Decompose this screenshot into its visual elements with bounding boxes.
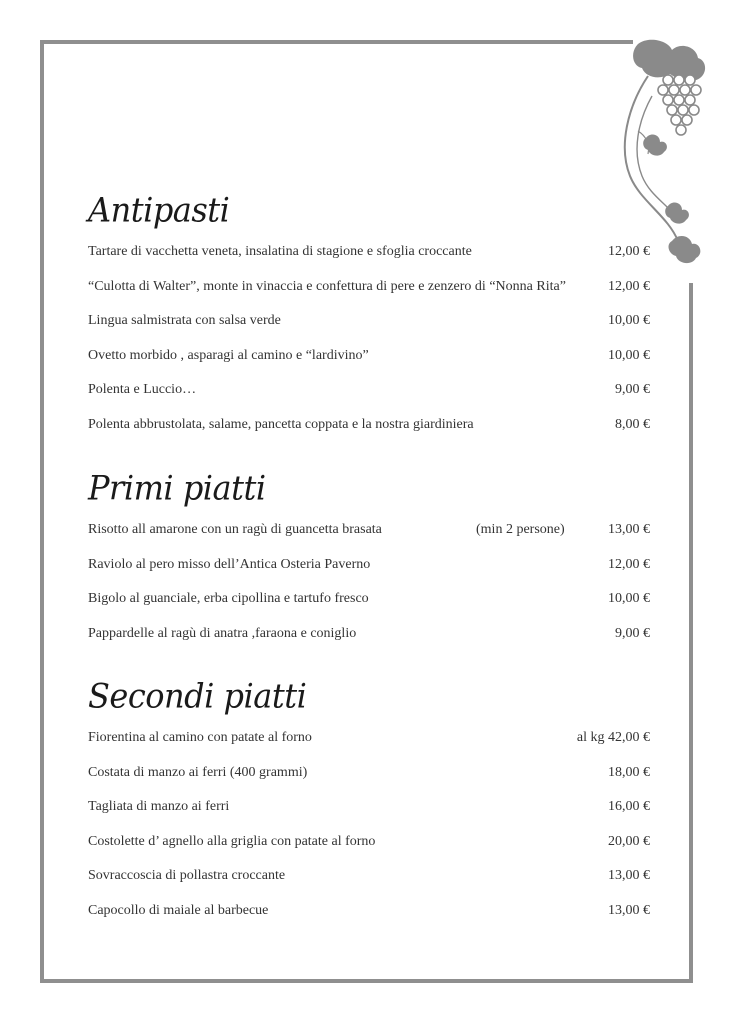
dish-note: (min 2 persone) (476, 522, 565, 537)
menu-item (88, 339, 650, 374)
dish-name: Sovraccoscia di pollastra croccante (88, 868, 286, 884)
menu-item (88, 304, 650, 339)
menu-item (88, 617, 650, 652)
menu-item (88, 790, 650, 825)
dish-price: 10,00 € (608, 347, 650, 363)
dish-price: 18,00 € (608, 764, 650, 780)
dish-name: Raviolo al pero misso dell’Antica Osteria Paverno (88, 556, 371, 572)
menu-item (88, 859, 650, 894)
menu-item (88, 373, 650, 408)
menu-item (88, 270, 650, 305)
page-border-left (40, 40, 44, 983)
section-antipasti (88, 185, 650, 443)
menu-item (88, 408, 650, 443)
dish-price: 13,00 € (608, 902, 650, 918)
menu-item (88, 721, 650, 756)
dish-price: al kg 42,00 € (576, 730, 650, 745)
dish-name: Polenta e Luccio… (88, 382, 197, 398)
section-title: Primi piatti (88, 468, 266, 508)
dish-price: 10,00 € (608, 591, 650, 607)
dish-price: 13,00 € (608, 868, 650, 884)
dish-price: 10,00 € (608, 313, 650, 329)
dish-price: 12,00 € (608, 556, 650, 572)
dish-name: Polenta abbrustolata, salame, pancetta coppata e la nostra giardiniera (88, 416, 474, 432)
menu-item (88, 548, 650, 583)
dish-price: 9,00 € (615, 382, 650, 398)
dish-name: Costolette d’ agnello alla griglia con patate al forno (88, 833, 376, 849)
menu-list (88, 721, 650, 929)
dish-price: 12,00 € (608, 278, 650, 294)
dish-price: 12,00 € (608, 244, 650, 259)
page-border-right (689, 283, 693, 983)
menu-item (88, 582, 650, 617)
dish-name: Pappardelle al ragù di anatra ,faraona e coniglio (88, 625, 357, 641)
menu-item (88, 513, 650, 548)
menu-list (88, 513, 650, 651)
section-secondi-piatti (88, 671, 650, 929)
dish-name: Tartare di vacchetta veneta, insalatina di stagione e sfoglia croccante (88, 244, 472, 259)
dish-name: Costata di manzo ai ferri (400 grammi) (88, 764, 308, 780)
page-border-top (40, 40, 633, 44)
dish-price: 20,00 € (608, 833, 650, 849)
section-title: Secondi piatti (88, 676, 307, 716)
section-title: Antipasti (88, 190, 230, 230)
dish-price: 9,00 € (615, 625, 650, 641)
dish-price: 8,00 € (615, 416, 650, 432)
dish-name: Capocollo di maiale al barbecue (88, 902, 269, 918)
dish-name: Risotto all amarone con un ragù di guancetta brasata (88, 522, 382, 537)
menu-item (88, 756, 650, 791)
dish-price: 13,00 € (608, 522, 650, 537)
dish-name: Fiorentina al camino con patate al forno (88, 730, 312, 745)
dish-name: Bigolo al guanciale, erba cipollina e tartufo fresco (88, 591, 369, 607)
menu-item (88, 894, 650, 929)
dish-price: 16,00 € (608, 799, 650, 815)
menu-item (88, 825, 650, 860)
section-primi-piatti (88, 463, 650, 651)
menu-item (88, 235, 650, 270)
dish-name: “Culotta di Walter”, monte in vinaccia e confettura di pere e zenzero di “Nonna Rita” (88, 278, 566, 294)
menu-list (88, 235, 650, 443)
dish-name: Lingua salmistrata con salsa verde (88, 313, 281, 329)
page-border-bottom (40, 979, 693, 983)
dish-name: Tagliata di manzo ai ferri (88, 799, 230, 815)
dish-name: Ovetto morbido , asparagi al camino e “lardivino” (88, 347, 369, 363)
